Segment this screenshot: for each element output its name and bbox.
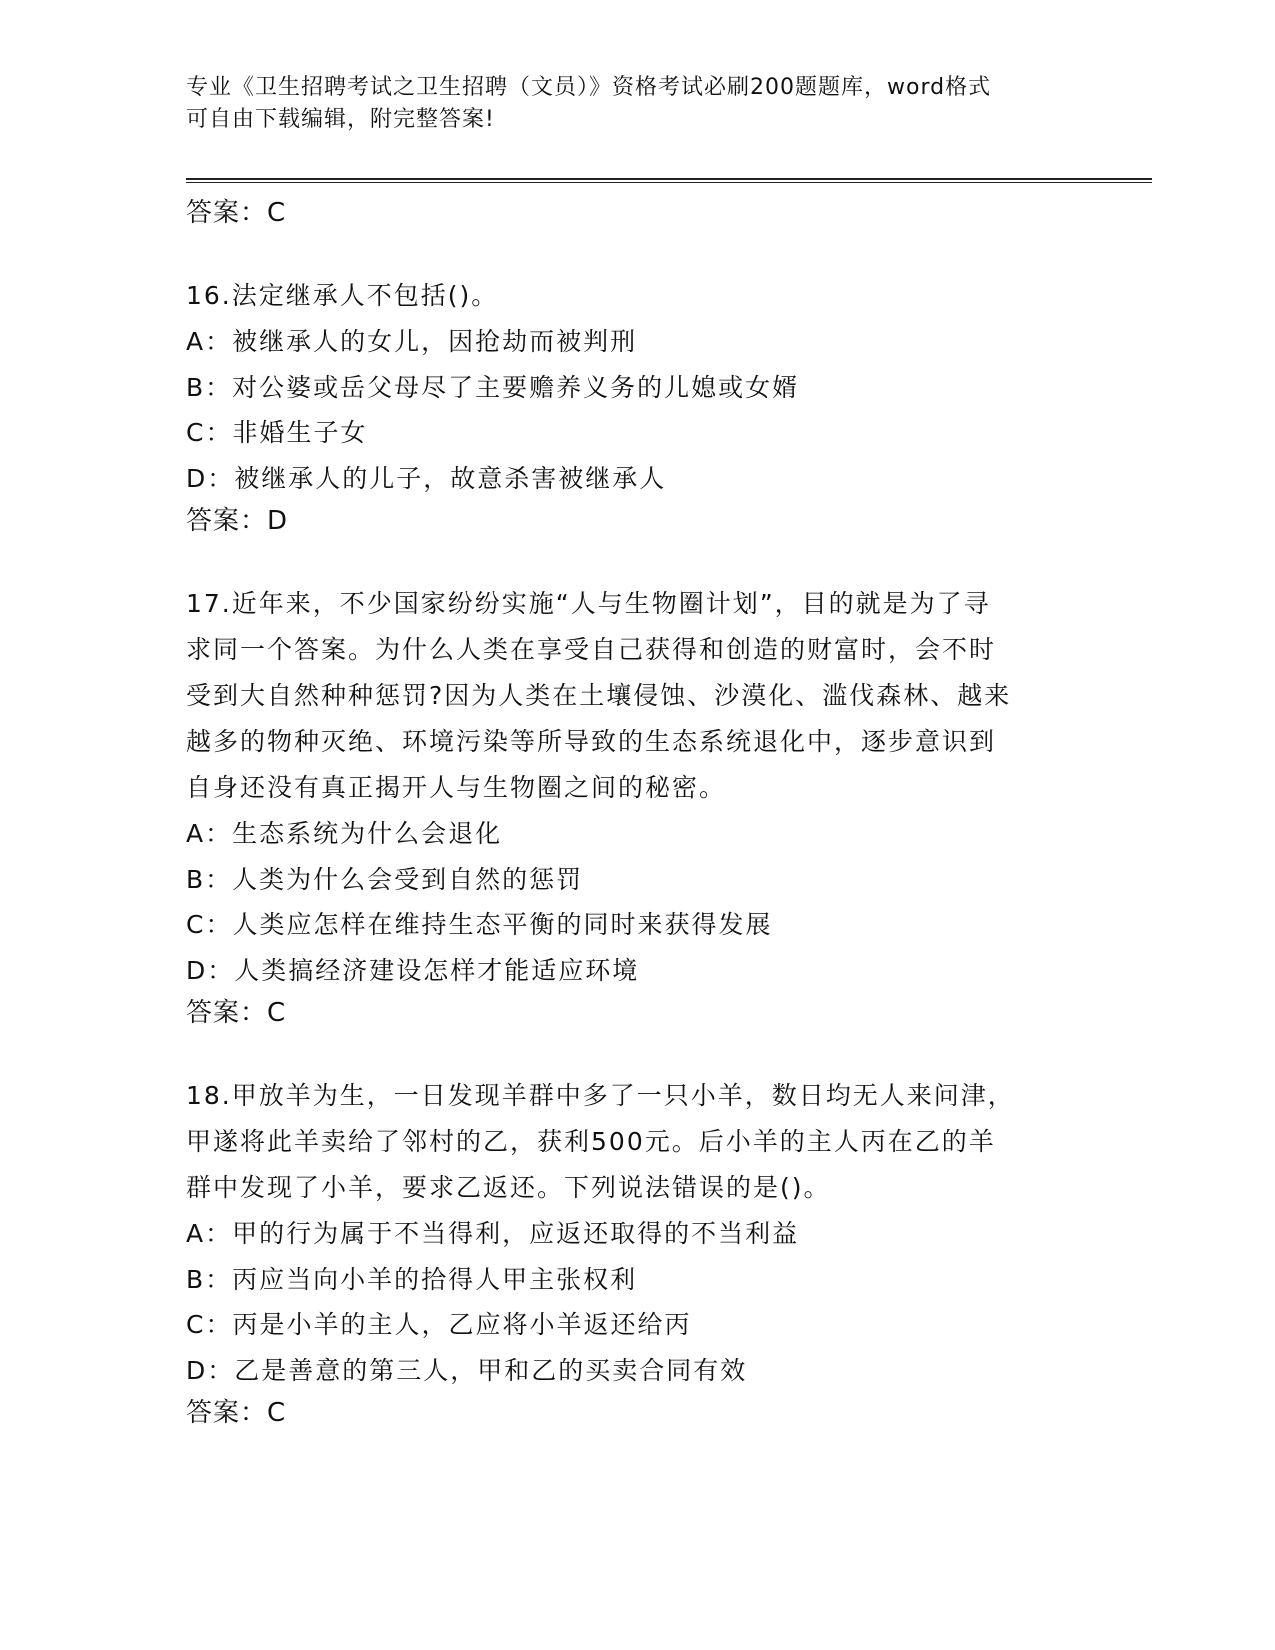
option-b: B：对公婆或岳父母尽了主要赡养义务的儿媳或女婿: [186, 372, 800, 402]
option-d: D：乙是善意的第三人，甲和乙的买卖合同有效: [186, 1355, 748, 1385]
question-stem-line: 18.甲放羊为生，一日发现羊群中多了一只小羊，数日均无人来问津，: [186, 1081, 1015, 1110]
option-b: B：人类为什么会受到自然的惩罚: [186, 864, 584, 894]
question-stem-line: 求同一个答案。为什么人类在享受自己获得和创造的财富时，会不时: [186, 635, 997, 664]
header-divider: [186, 178, 1152, 183]
document-header: [186, 72, 1086, 136]
answer-17: 答案：C: [186, 998, 287, 1028]
answer-16: 答案：D: [186, 506, 289, 536]
document-body: [186, 186, 1086, 1433]
question-stem-line: 17.近年来，不少国家纷纷实施“人与生物圈计划”，目的就是为了寻: [186, 589, 991, 618]
header-title-line1: 专业《卫生招聘考试之卫生招聘（文员）》资格考试必刷200题题库，word格式: [186, 75, 992, 100]
option-b: B：丙应当向小羊的拾得人甲主张权利: [186, 1264, 638, 1294]
question-stem-line: 甲遂将此羊卖给了邻村的乙，获利500元。后小羊的主人丙在乙的羊: [186, 1127, 996, 1156]
option-a: A：被继承人的女儿，因抢劫而被判刑: [186, 327, 638, 356]
option-d: D：人类搞经济建设怎样才能适应环境: [186, 955, 640, 985]
answer-15: 答案：C: [186, 198, 287, 228]
question-stem-line: 群中发现了小羊，要求乙返还。下列说法错误的是()。: [186, 1173, 831, 1202]
option-c: C：丙是小羊的主人，乙应将小羊返还给丙: [186, 1310, 692, 1339]
question-stem-line: 越多的物种灭绝、环境污染等所导致的生态系统退化中，逐步意识到: [186, 727, 997, 756]
header-title-line2: 可自由下载编辑，附完整答案!: [186, 107, 495, 132]
question-stem-line: 自身还没有真正揭开人与生物圈之间的秘密。: [186, 773, 727, 802]
answer-18: 答案：C: [186, 1398, 287, 1428]
question-stem: 16.法定继承人不包括()。: [186, 281, 499, 310]
option-a: A：甲的行为属于不当得利，应返还取得的不当利益: [186, 1219, 800, 1248]
option-c: C：人类应怎样在维持生态平衡的同时来获得发展: [186, 910, 773, 939]
option-d: D：被继承人的儿子，故意杀害被继承人: [186, 463, 667, 493]
question-stem-line: 受到大自然种种惩罚?因为人类在土壤侵蚀、沙漠化、滥伐森林、越来: [186, 681, 1012, 710]
question-17: [186, 581, 1086, 1033]
option-a: A：生态系统为什么会退化: [186, 819, 503, 848]
option-c: C：非婚生子女: [186, 418, 368, 447]
question-18: [186, 1073, 1086, 1433]
question-16: [186, 273, 1086, 541]
